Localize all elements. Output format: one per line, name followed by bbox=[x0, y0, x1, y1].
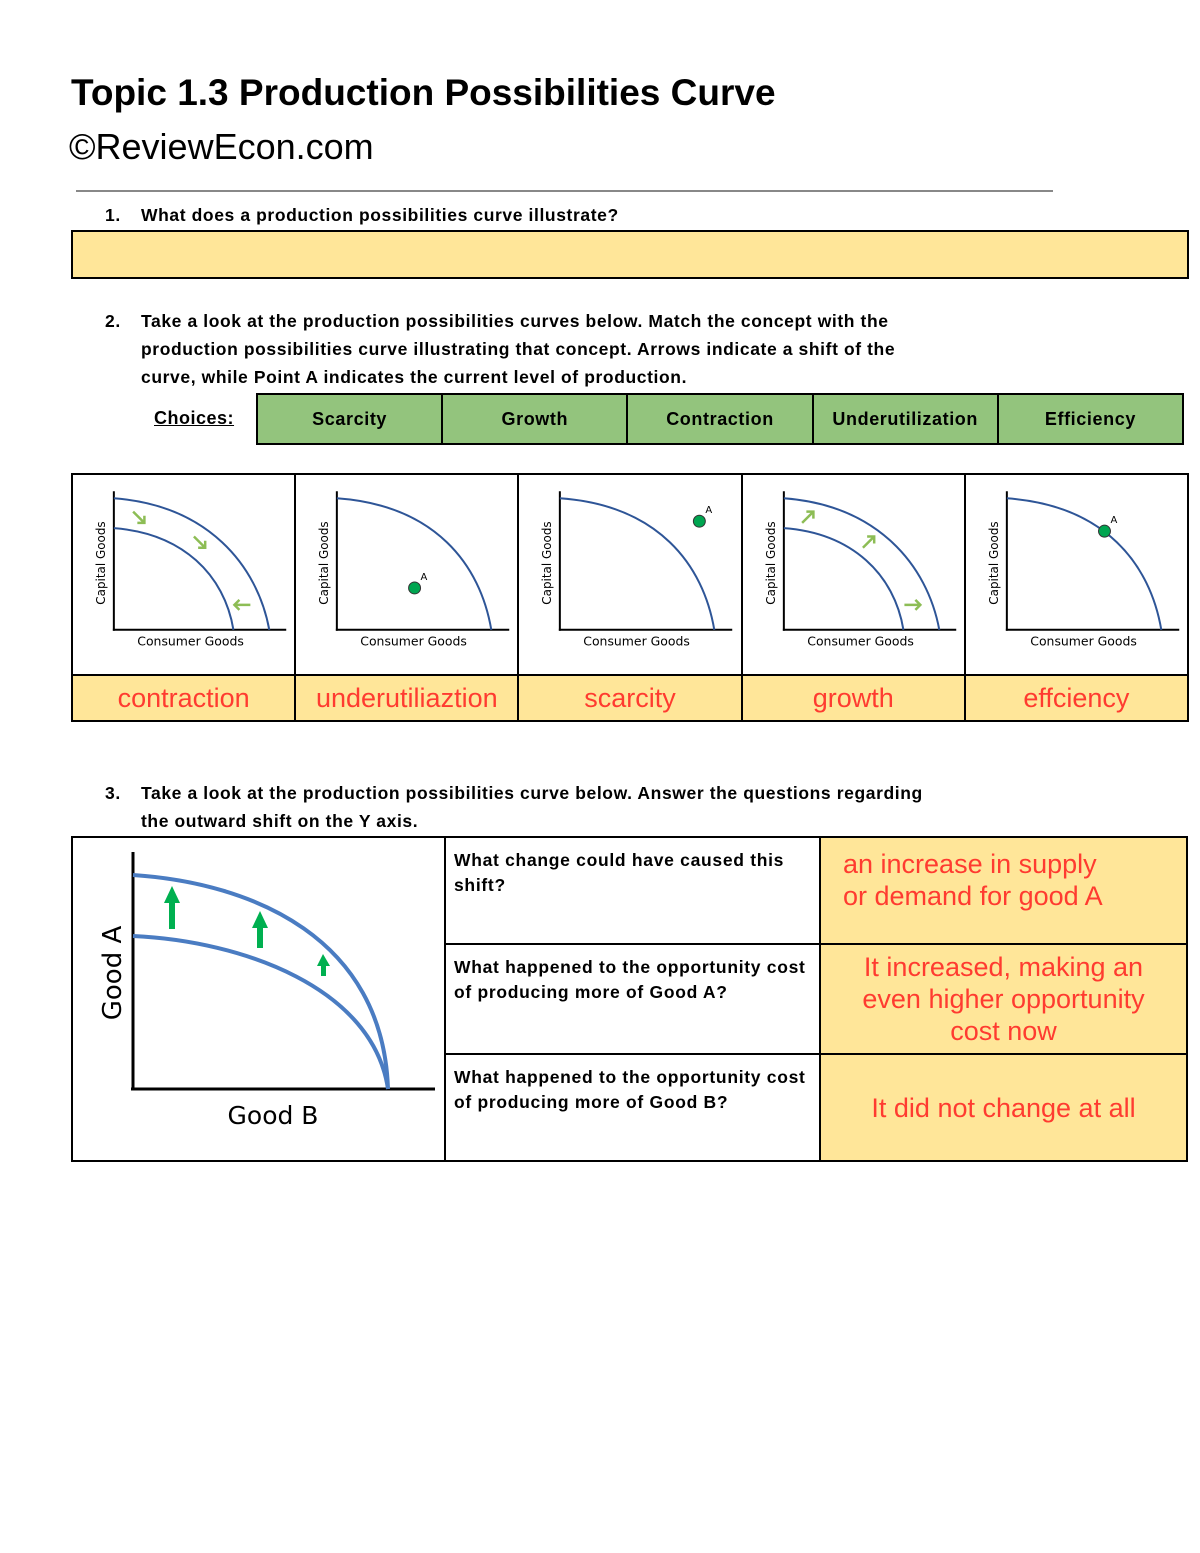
ppc-chart bbox=[73, 475, 294, 674]
y-axis-label: Good A bbox=[98, 925, 128, 1021]
ppc-curve bbox=[1007, 498, 1161, 630]
arrow-icon bbox=[190, 533, 208, 551]
point-label: A bbox=[705, 505, 713, 517]
arrow-up-icon bbox=[317, 954, 330, 976]
ppc-curve bbox=[337, 498, 491, 630]
choice-efficiency: Efficiency bbox=[999, 395, 1182, 443]
row-question: What happened to the opportunity cost of producing more of Good A? bbox=[446, 945, 819, 1055]
y-axis-label: Capital Goods bbox=[986, 521, 1001, 605]
y-axis-label: Capital Goods bbox=[540, 521, 555, 605]
choice-contraction: Contraction bbox=[628, 395, 813, 443]
point-label: A bbox=[420, 571, 428, 583]
panel-answer-field[interactable]: scarcity bbox=[519, 674, 740, 720]
point-a bbox=[1098, 525, 1110, 537]
original-curve bbox=[114, 498, 269, 630]
ppc-curve bbox=[560, 498, 714, 630]
arrow-icon bbox=[130, 508, 148, 526]
arrow-icon bbox=[904, 600, 920, 610]
question-column bbox=[446, 838, 821, 1160]
original-curve bbox=[783, 528, 903, 630]
ppc-chart bbox=[743, 475, 964, 674]
ppc-chart bbox=[519, 475, 740, 674]
row-answer[interactable]: an increase in supply or demand for good A bbox=[821, 838, 1186, 945]
question-text-line: production possibilities curve illustrating that concept. Arrows indicate a shift of the bbox=[141, 339, 896, 359]
arrow-icon bbox=[798, 508, 816, 526]
point-a bbox=[409, 582, 421, 594]
ppc-shift-chart bbox=[73, 838, 444, 1160]
ppc-panel-1 bbox=[73, 475, 296, 720]
y-axis-label: Capital Goods bbox=[93, 521, 108, 605]
shift-table bbox=[71, 836, 1188, 1162]
choices-label: Choices: bbox=[154, 408, 235, 428]
new-curve bbox=[114, 528, 234, 630]
x-axis-label: Consumer Goods bbox=[1030, 633, 1137, 649]
question-number: 3. bbox=[105, 783, 121, 803]
ppc-panels bbox=[71, 473, 1189, 722]
answer-column bbox=[821, 838, 1186, 1160]
choice-growth: Growth bbox=[443, 395, 628, 443]
ppc-panel-5 bbox=[966, 475, 1187, 720]
panel-answer-field[interactable]: contraction bbox=[73, 674, 294, 720]
choices-row bbox=[256, 393, 1184, 445]
x-axis-label: Consumer Goods bbox=[360, 633, 468, 649]
question-number: 1. bbox=[105, 205, 121, 225]
row-answer[interactable]: It increased, making an even higher opportunity cost now bbox=[821, 945, 1186, 1055]
choice-scarcity: Scarcity bbox=[258, 395, 443, 443]
x-axis-label: Consumer Goods bbox=[137, 633, 244, 649]
row-question: What change could have caused this shift? bbox=[446, 838, 819, 945]
ppc-chart bbox=[296, 475, 517, 674]
arrow-up-icon bbox=[252, 911, 268, 948]
question-number: 2. bbox=[105, 311, 121, 331]
answer-field-1[interactable] bbox=[71, 230, 1189, 279]
divider bbox=[76, 190, 1053, 192]
ppc-panel-3 bbox=[519, 475, 742, 720]
arrow-icon bbox=[234, 600, 250, 610]
page-title: Topic 1.3 Production Possibilities Curve bbox=[71, 72, 776, 113]
question-text-line: curve, while Point A indicates the current level of production. bbox=[141, 367, 688, 387]
ppc-chart bbox=[966, 475, 1187, 674]
panel-answer-field[interactable]: underutiliaztion bbox=[296, 674, 517, 720]
x-axis-label: Consumer Goods bbox=[806, 633, 914, 649]
arrow-up-icon bbox=[164, 886, 180, 929]
y-axis-label: Capital Goods bbox=[763, 521, 778, 605]
row-answer[interactable]: It did not change at all bbox=[871, 1092, 1136, 1123]
panel-answer-field[interactable]: growth bbox=[743, 674, 964, 720]
question-text-line: the outward shift on the Y axis. bbox=[141, 811, 419, 831]
question-text-line: Take a look at the production possibilities curve below. Answer the questions regarding bbox=[141, 783, 923, 803]
arrow-icon bbox=[859, 533, 877, 551]
panel-answer-field[interactable]: effciency bbox=[966, 674, 1187, 720]
ppc-panel-4 bbox=[743, 475, 966, 720]
row-question: What happened to the opportunity cost of producing more of Good B? bbox=[454, 1067, 806, 1112]
point-a bbox=[694, 515, 706, 527]
choice-underutilization: Underutilization bbox=[814, 395, 999, 443]
x-axis-label: Good B bbox=[227, 1101, 319, 1130]
copyright: ©ReviewEcon.com bbox=[69, 126, 374, 167]
x-axis-label: Consumer Goods bbox=[583, 633, 691, 649]
original-ppc-curve bbox=[133, 936, 388, 1089]
question-text-line: Take a look at the production possibilities curves below. Match the concept with the bbox=[141, 311, 889, 331]
y-axis-label: Capital Goods bbox=[317, 521, 332, 605]
point-label: A bbox=[1110, 515, 1118, 527]
ppc-panel-2 bbox=[296, 475, 519, 720]
ppc-shift-graph bbox=[73, 838, 446, 1160]
question-text: What does a production possibilities curve illustrate? bbox=[141, 205, 619, 225]
